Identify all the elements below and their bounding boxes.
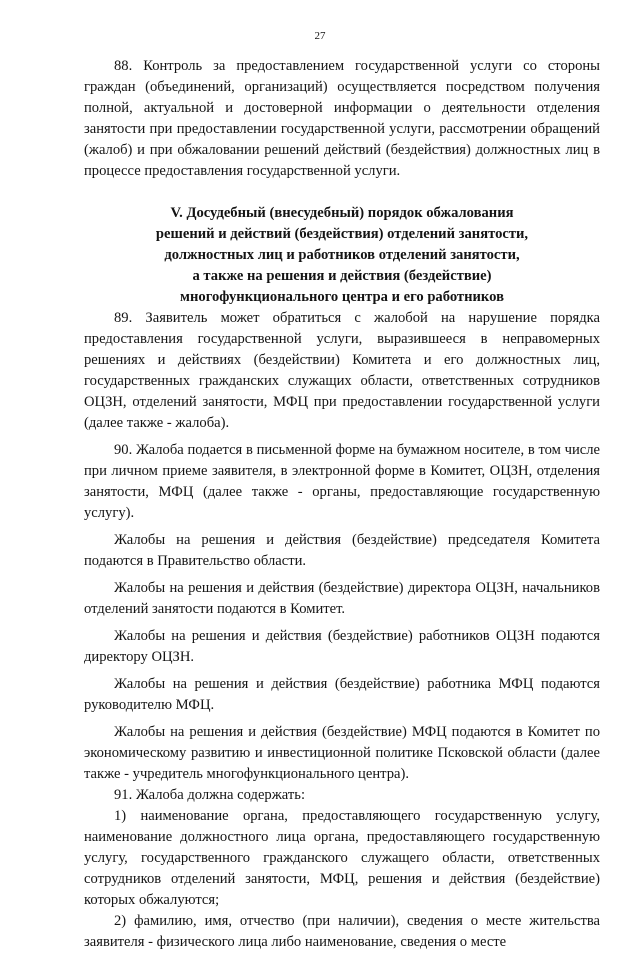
paragraph-90-workers: Жалобы на решения и действия (бездействие) работников ОЦЗН подаются директору ОЦЗН. (84, 628, 600, 665)
paragraph-91: 91. Жалоба должна содержать: (114, 787, 305, 803)
section-heading-line: многофункционального центра и его работников (180, 289, 504, 305)
paragraph-90-mfc: Жалобы на решения и действия (бездействие) МФЦ подаются в Комитет по экономическому развитию и инвестиционной политике Псковской области (далее также - учредитель многофункционального центра). (84, 724, 600, 782)
paragraph-88: 88. Контроль за предоставлением государственной услуги со стороны граждан (объединений, организаций) осуществляется посредством получения полной, актуальной и достоверной информации о деятельности отделения занятости при предоставлении государственной услуги, рассмотрении обращений (жалоб) и при обжаловании решений действий (бездействия) должностных лиц в процессе предоставления государственной услуги. (84, 58, 600, 179)
section-heading-line: решений и действий (бездействия) отделений занятости, (155, 226, 529, 242)
paragraph-90-director: Жалобы на решения и действия (бездействие) директора ОЦЗН, начальников отделений занятости подаются в Комитет. (84, 580, 600, 617)
paragraph-90-mfc-worker: Жалобы на решения и действия (бездействие) работника МФЦ подаются руководителю МФЦ. (84, 676, 600, 713)
paragraph-91-item-1: 1) наименование органа, предоставляющего государственную услугу, наименование должностного лица органа, предоставляющего государственную услугу, государственного гражданского служащего области, ответственных сотрудников отделений занятости, МФЦ, решения и действия (бездействие) которых обжалуются; (84, 808, 600, 908)
paragraph-91-item-2: 2) фамилию, имя, отчество (при наличии), сведения о месте жительства заявителя - физического лица либо наименование, сведения о месте (84, 913, 600, 950)
page-number: 27 (314, 30, 326, 42)
section-heading-line: а также на решения и действия (бездействие) (192, 268, 492, 284)
paragraph-90-chairman: Жалобы на решения и действия (бездействие) председателя Комитета подаются в Правительство области. (84, 532, 600, 569)
paragraph-89: 89. Заявитель может обратиться с жалобой на нарушение порядка предоставления государственной услуги, выразившееся в неправомерных решениях и действиях (бездействии) Комитета и его должностных лиц, государственных гражданских служащих области, ответственных сотрудников ОЦЗН, отделений занятости, МФЦ при предоставлении государственной услуги (далее также - жалоба). (84, 310, 600, 431)
paragraph-90: 90. Жалоба подается в письменной форме на бумажном носителе, в том числе при личном приеме заявителя, в электронной форме в Комитет, ОЦЗН, отделения занятости, МФЦ (далее также - органы, предоставляющие государственную услугу). (84, 442, 600, 521)
section-heading-line: должностных лиц и работников отделений занятости, (164, 247, 520, 263)
section-heading-v (84, 203, 600, 308)
section-heading-line: V. Досудебный (внесудебный) порядок обжалования (170, 205, 514, 221)
document-body (84, 56, 600, 953)
